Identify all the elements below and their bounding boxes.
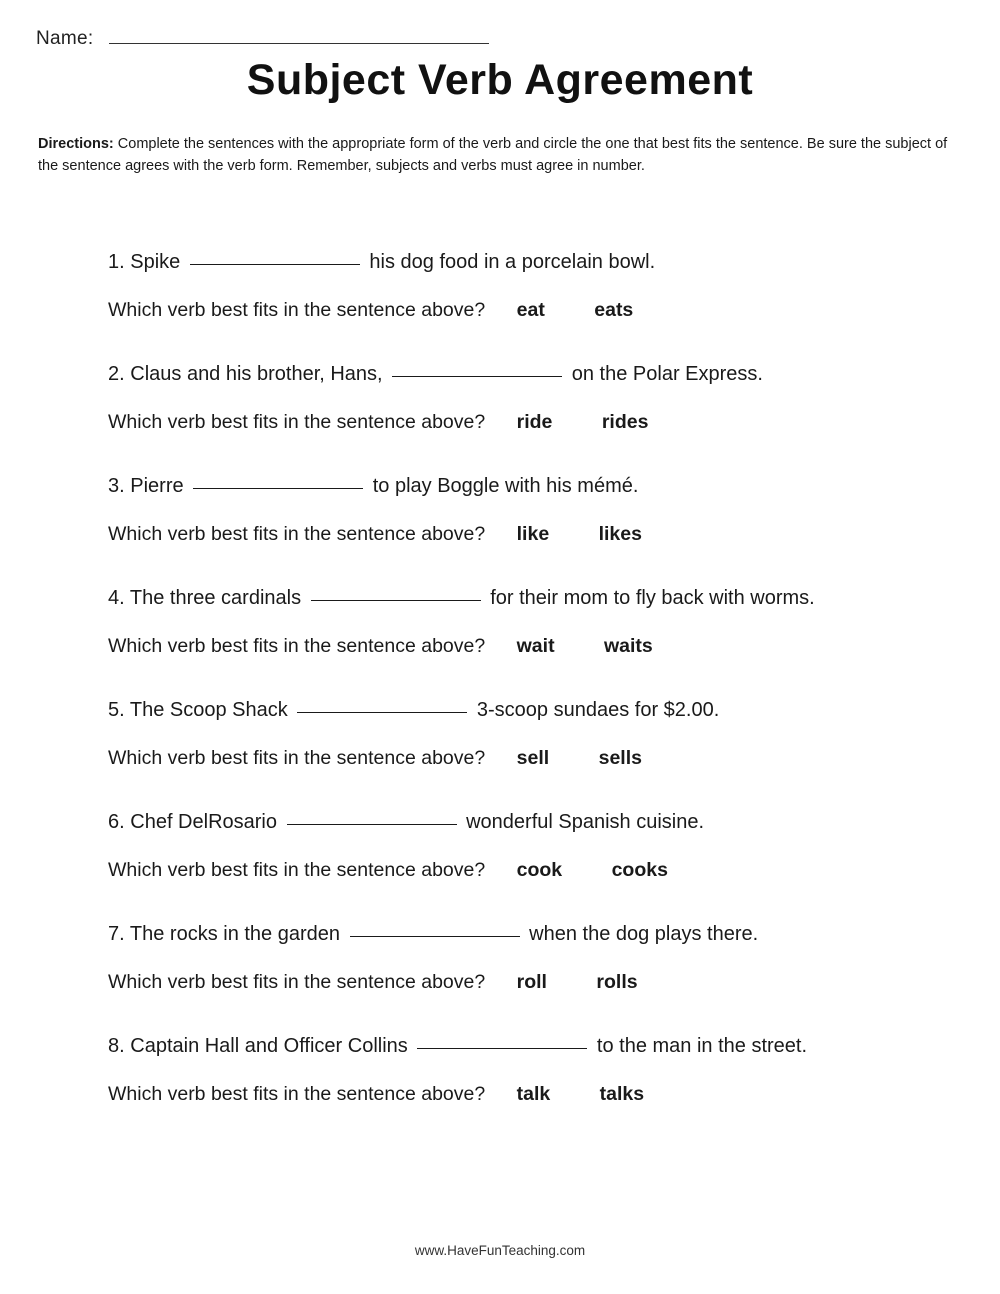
choice-prompt: Which verb best fits in the sentence above? xyxy=(108,1083,486,1105)
question-text-before: Pierre xyxy=(130,475,184,497)
question-text-before: Claus and his brother, Hans, xyxy=(130,363,383,385)
question-item xyxy=(108,696,938,770)
directions-text: Complete the sentences with the appropriate form of the verb and circle the one that best fits the sentence. Be sure the subject of the sentence agrees with the verb form. Remember, subjects and verbs must agree in number. xyxy=(38,136,948,175)
question-text-after: wonderful Spanish cuisine. xyxy=(466,811,705,833)
choice-option-a[interactable]: talk xyxy=(516,1083,551,1105)
question-sentence xyxy=(108,920,938,949)
choice-option-a[interactable]: wait xyxy=(516,635,555,657)
question-text-after: to the man in the street. xyxy=(596,1035,808,1057)
choice-option-a[interactable]: roll xyxy=(516,971,547,993)
choice-option-b[interactable]: likes xyxy=(598,523,642,545)
choice-option-a[interactable]: like xyxy=(516,523,550,545)
choice-prompt: Which verb best fits in the sentence above? xyxy=(108,523,486,545)
choice-prompt: Which verb best fits in the sentence above? xyxy=(108,747,486,769)
question-number: 3. xyxy=(108,475,125,497)
choice-option-b[interactable]: eats xyxy=(594,299,634,321)
question-text-before: The three cardinals xyxy=(129,587,302,609)
question-number: 8. xyxy=(108,1035,125,1057)
question-sentence xyxy=(108,696,938,725)
question-number: 7. xyxy=(108,923,125,945)
question-item xyxy=(108,248,938,322)
question-item xyxy=(108,472,938,546)
choice-option-a[interactable]: sell xyxy=(516,747,550,769)
question-sentence xyxy=(108,248,938,277)
answer-blank[interactable] xyxy=(311,600,481,601)
page-title: Subject Verb Agreement xyxy=(246,56,754,104)
choice-prompt: Which verb best fits in the sentence above? xyxy=(108,635,486,657)
question-choice-row xyxy=(108,635,938,658)
question-item xyxy=(108,808,938,882)
answer-blank[interactable] xyxy=(417,1048,587,1049)
questions-list xyxy=(108,248,938,1144)
question-item xyxy=(108,1032,938,1106)
question-number: 2. xyxy=(108,363,125,385)
choice-option-b[interactable]: waits xyxy=(604,635,653,657)
question-sentence xyxy=(108,584,938,613)
question-choice-row xyxy=(108,859,938,882)
choice-prompt: Which verb best fits in the sentence above? xyxy=(108,859,486,881)
question-text-before: Chef DelRosario xyxy=(130,811,277,833)
choice-prompt: Which verb best fits in the sentence above? xyxy=(108,971,486,993)
question-choice-row xyxy=(108,971,938,994)
question-choice-row xyxy=(108,747,938,770)
question-choice-row xyxy=(108,299,938,322)
question-text-after: when the dog plays there. xyxy=(529,923,759,945)
question-text-after: his dog food in a porcelain bowl. xyxy=(369,251,656,273)
choice-option-a[interactable]: cook xyxy=(516,859,563,881)
choice-option-b[interactable]: sells xyxy=(598,747,642,769)
choice-prompt: Which verb best fits in the sentence above? xyxy=(108,411,486,433)
question-choice-row xyxy=(108,523,938,546)
question-number: 6. xyxy=(108,811,125,833)
question-number: 1. xyxy=(108,251,125,273)
choice-option-b[interactable]: rolls xyxy=(596,971,638,993)
answer-blank[interactable] xyxy=(297,712,467,713)
answer-blank[interactable] xyxy=(350,936,520,937)
question-text-before: The rocks in the garden xyxy=(129,923,341,945)
answer-blank[interactable] xyxy=(392,376,562,377)
choice-prompt: Which verb best fits in the sentence above? xyxy=(108,299,486,321)
question-text-after: 3-scoop sundaes for $2.00. xyxy=(476,699,720,721)
question-text-after: to play Boggle with his mémé. xyxy=(372,475,639,497)
question-sentence xyxy=(108,1032,938,1061)
question-text-after: for their mom to fly back with worms. xyxy=(490,587,815,609)
question-number: 4. xyxy=(108,587,125,609)
choice-option-a[interactable]: ride xyxy=(516,411,553,433)
question-text-after: on the Polar Express. xyxy=(571,363,763,385)
directions-label: Directions: xyxy=(38,136,114,152)
question-item xyxy=(108,584,938,658)
question-text-before: Spike xyxy=(130,251,181,273)
choice-option-b[interactable]: talks xyxy=(599,1083,645,1105)
name-input-line[interactable] xyxy=(109,29,489,44)
question-number: 5. xyxy=(108,699,125,721)
choice-option-b[interactable]: cooks xyxy=(611,859,668,881)
question-choice-row xyxy=(108,411,938,434)
question-choice-row xyxy=(108,1083,938,1106)
answer-blank[interactable] xyxy=(190,264,360,265)
directions-paragraph xyxy=(38,133,966,178)
question-item xyxy=(108,360,938,434)
answer-blank[interactable] xyxy=(287,824,457,825)
question-sentence xyxy=(108,472,938,501)
question-text-before: The Scoop Shack xyxy=(129,699,288,721)
answer-blank[interactable] xyxy=(193,488,363,489)
question-item xyxy=(108,920,938,994)
question-text-before: Captain Hall and Officer Collins xyxy=(130,1035,408,1057)
footer-url[interactable]: www.HaveFunTeaching.com xyxy=(414,1243,586,1258)
name-label: Name: xyxy=(36,28,94,49)
question-sentence xyxy=(108,360,938,389)
choice-option-b[interactable]: rides xyxy=(601,411,649,433)
name-row xyxy=(36,28,489,50)
choice-option-a[interactable]: eat xyxy=(516,299,545,321)
question-sentence xyxy=(108,808,938,837)
